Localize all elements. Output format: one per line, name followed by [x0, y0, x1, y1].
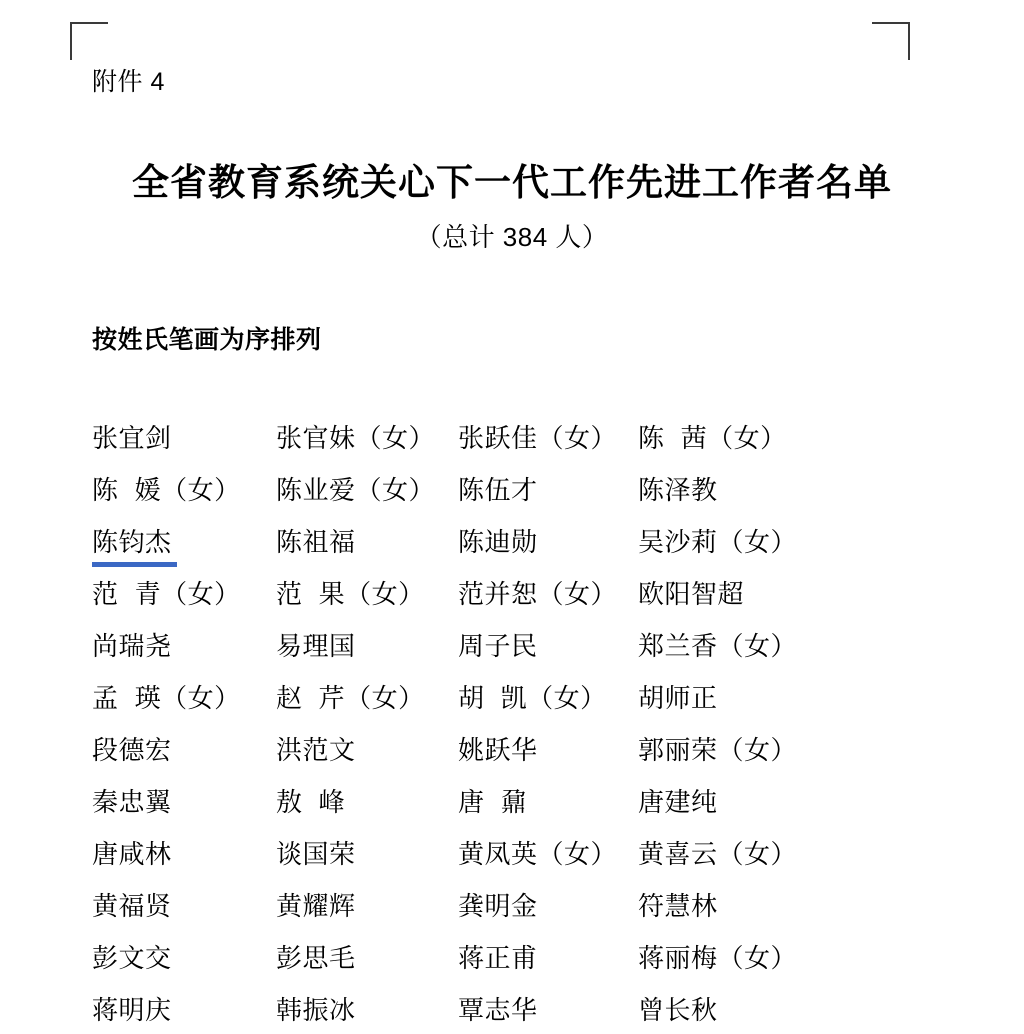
name-row — [92, 566, 942, 618]
name-entry: 龚明金 — [458, 890, 538, 921]
name-entry: 欧阳智超 — [638, 578, 745, 609]
name-entry: 姚跃华 — [458, 734, 538, 765]
name-entry: 吴沙莉（女） — [638, 526, 798, 557]
name-entry: 敖 峰 — [276, 786, 346, 817]
name-entry: 唐建纯 — [638, 786, 718, 817]
name-entry: 黄凤英（女） — [458, 838, 618, 869]
name-list-grid — [92, 410, 942, 1034]
attachment-label: 附件 4 — [92, 68, 165, 96]
name-row — [92, 462, 942, 514]
name-entry: 范 果（女） — [276, 578, 425, 609]
name-entry: 范 青（女） — [92, 578, 241, 609]
name-row — [92, 930, 942, 982]
name-entry: 范并恕（女） — [458, 578, 618, 609]
name-entry: 彭思毛 — [276, 942, 356, 973]
name-entry: 胡 凯（女） — [458, 682, 607, 713]
name-row — [92, 774, 942, 826]
name-entry: 易理国 — [276, 630, 356, 661]
name-entry: 张宜剑 — [92, 422, 172, 453]
name-row — [92, 670, 942, 722]
name-entry: 覃志华 — [458, 994, 538, 1025]
name-entry: 孟 瑛（女） — [92, 682, 241, 713]
name-row — [92, 826, 942, 878]
name-entry: 秦忠翼 — [92, 786, 172, 817]
name-entry: 张跃佳（女） — [458, 422, 618, 453]
crop-mark-top-left — [70, 22, 108, 60]
name-entry: 蒋正甫 — [458, 942, 538, 973]
name-row — [92, 722, 942, 774]
name-entry: 蒋丽梅（女） — [638, 942, 798, 973]
name-entry: 郭丽荣（女） — [638, 734, 798, 765]
text-underline-highlight — [92, 562, 177, 567]
name-row — [92, 878, 942, 930]
name-entry: 段德宏 — [92, 734, 172, 765]
name-entry: 尚瑞尧 — [92, 630, 172, 661]
name-row — [92, 982, 942, 1034]
name-entry: 胡师正 — [638, 682, 718, 713]
name-entry: 周子民 — [458, 630, 538, 661]
name-entry: 曾长秋 — [638, 994, 718, 1025]
name-entry: 陈迪勋 — [458, 526, 538, 557]
crop-mark-top-right — [872, 22, 910, 60]
name-entry: 韩振冰 — [276, 994, 356, 1025]
name-entry: 黄福贤 — [92, 890, 172, 921]
page-title: 全省教育系统关心下一代工作先进工作者名单 — [132, 162, 892, 203]
name-entry: 唐咸林 — [92, 838, 172, 869]
name-entry: 蒋明庆 — [92, 994, 172, 1025]
name-entry: 黄喜云（女） — [638, 838, 798, 869]
name-entry: 郑兰香（女） — [638, 630, 798, 661]
name-entry: 陈业爱（女） — [276, 474, 436, 505]
name-entry: 陈祖福 — [276, 526, 356, 557]
name-entry: 陈 茜（女） — [638, 422, 787, 453]
name-entry: 陈钧杰 — [92, 526, 172, 557]
name-entry: 黄耀辉 — [276, 890, 356, 921]
name-entry: 陈 媛（女） — [92, 474, 241, 505]
total-count-subtitle: （总计 384 人） — [415, 222, 609, 252]
name-row — [92, 618, 942, 670]
name-entry: 彭文交 — [92, 942, 172, 973]
name-entry: 赵 芹（女） — [276, 682, 425, 713]
name-entry: 陈泽教 — [638, 474, 718, 505]
name-entry: 洪范文 — [276, 734, 356, 765]
name-row — [92, 514, 942, 566]
name-entry: 符慧林 — [638, 890, 718, 921]
name-entry: 陈伍才 — [458, 474, 538, 505]
name-entry: 张官妹（女） — [276, 422, 436, 453]
sort-order-note: 按姓氏笔画为序排列 — [92, 326, 322, 354]
name-entry: 唐 鼐 — [458, 786, 528, 817]
name-row — [92, 410, 942, 462]
name-entry: 谈国荣 — [276, 838, 356, 869]
